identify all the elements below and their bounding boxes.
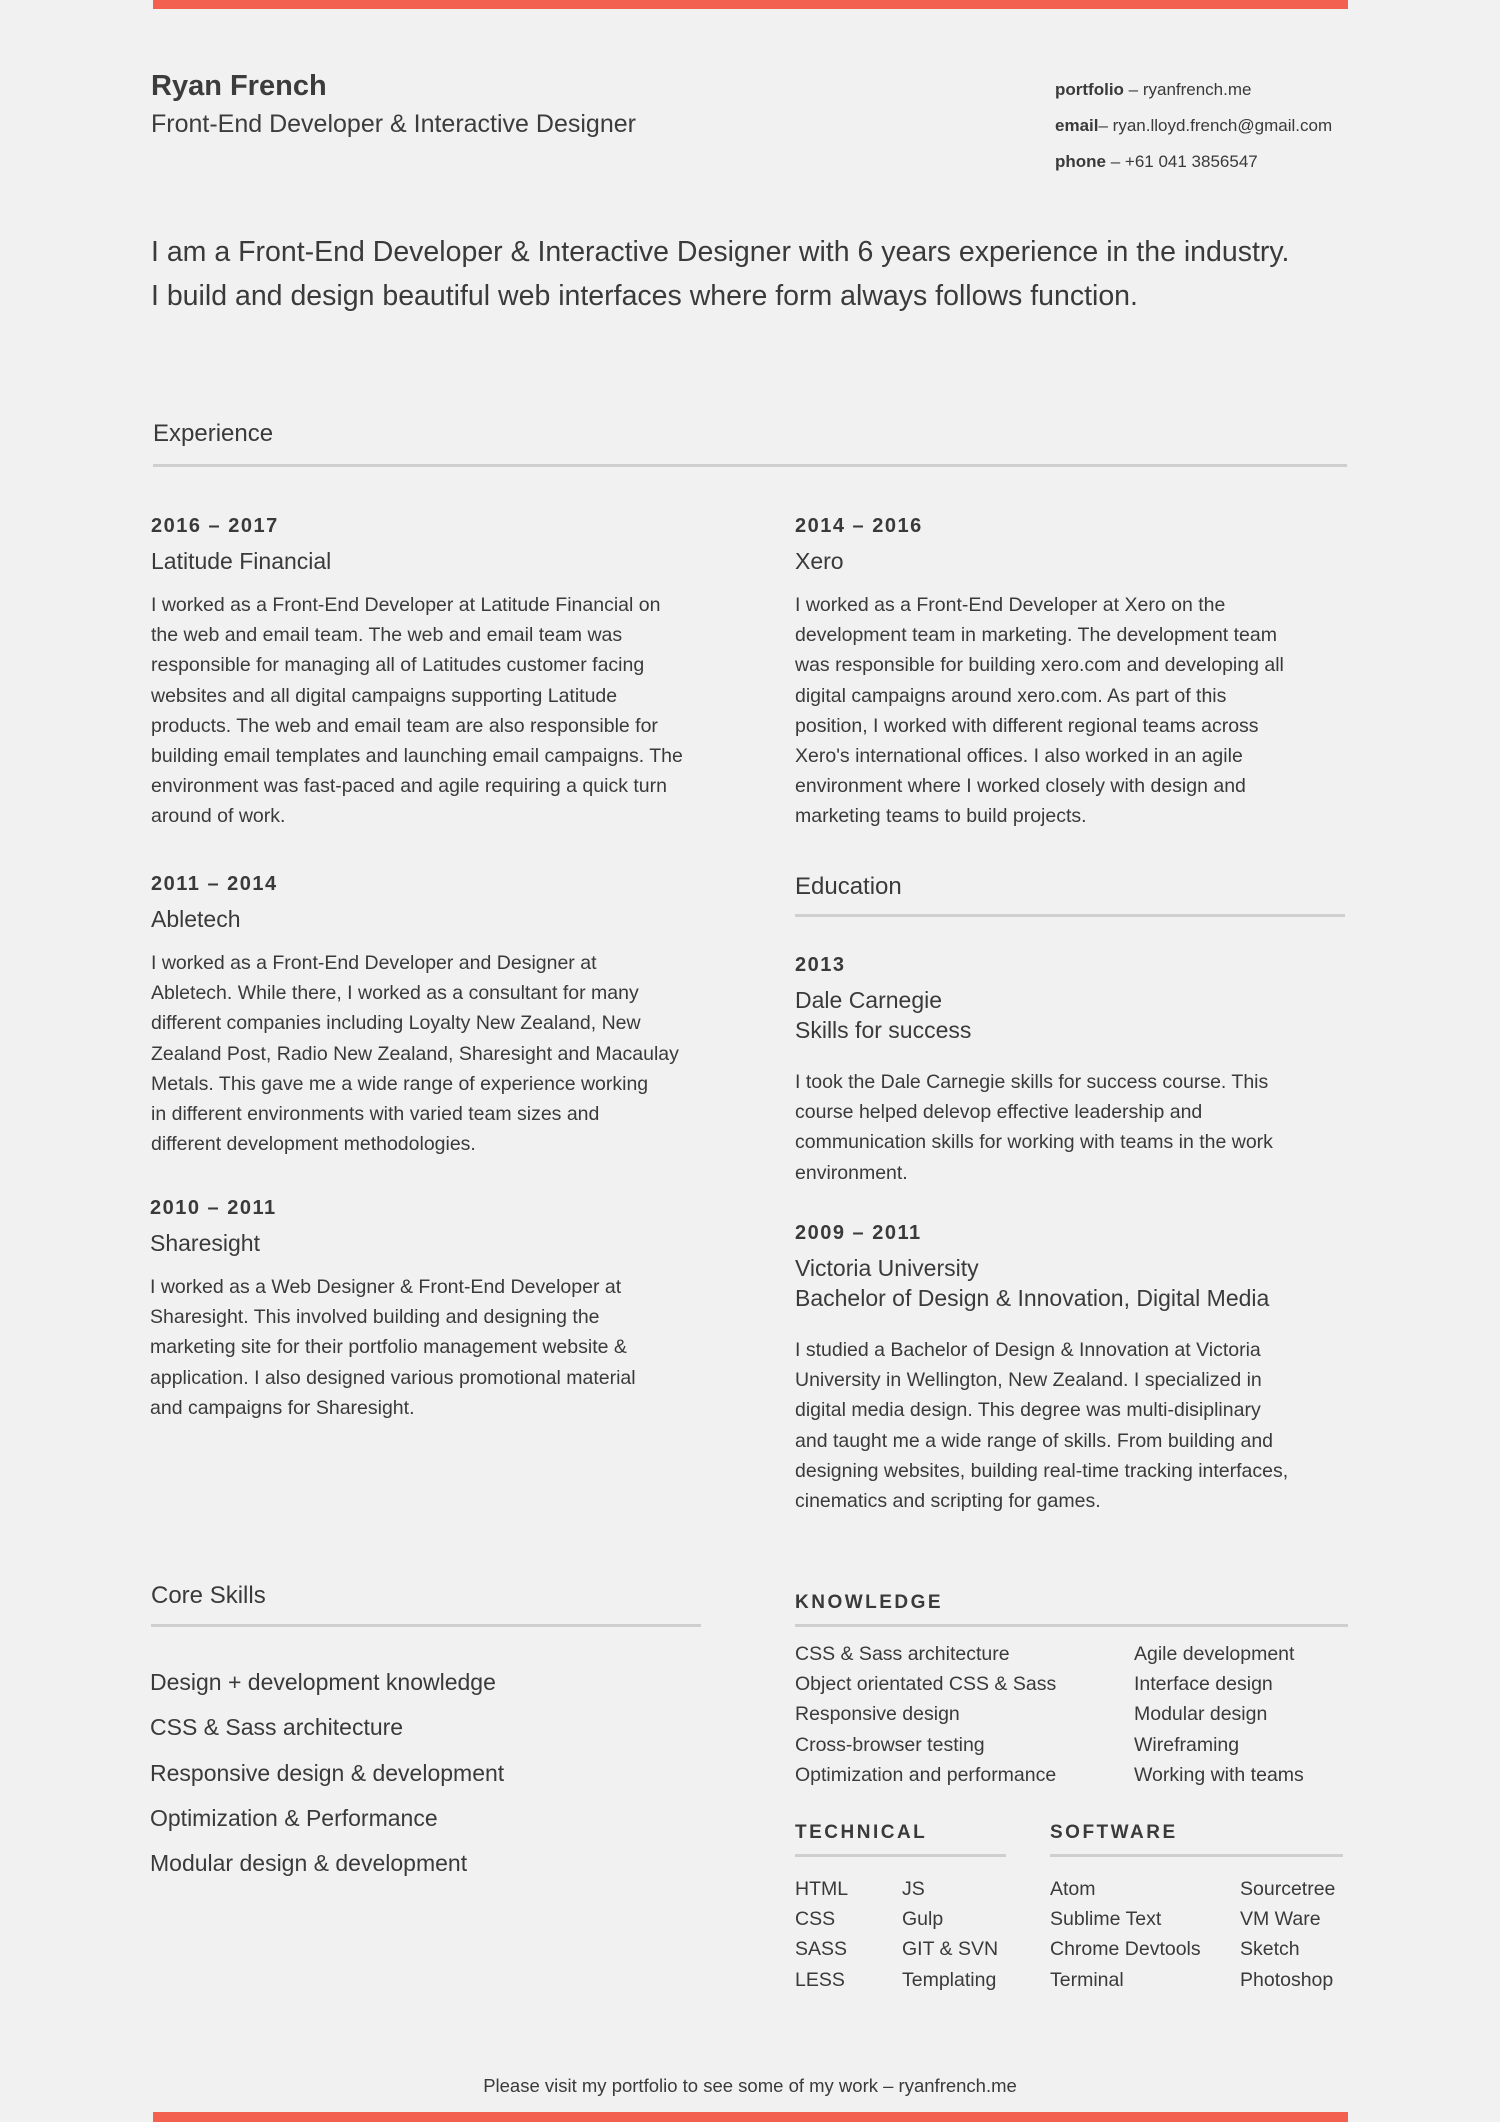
experience-entry [795, 515, 1395, 832]
contact-email-value: – ryan.lloyd.french@gmail.com [1098, 116, 1333, 135]
technical-item: CSS [795, 1908, 836, 1931]
software-item: Terminal [1050, 1968, 1124, 1991]
experience-entry [150, 1197, 750, 1423]
desc-line: communication skills for working with teams in the work [795, 1131, 1273, 1154]
desc-line: I studied a Bachelor of Design & Innovation at Victoria [795, 1339, 1261, 1361]
desc-line: I worked as a Front-End Developer and Designer at [151, 952, 597, 974]
desc-line: environment was fast-paced and agile requiring a quick turn [151, 775, 667, 798]
education-divider [795, 914, 1345, 917]
desc-line: development team in marketing. The development team [795, 624, 1277, 647]
entry-date: 2010 – 2011 [150, 1197, 277, 1219]
knowledge-item: Agile development [1134, 1643, 1295, 1665]
intro-line: I build and design beautiful web interfaces where form always follows function. [151, 280, 1138, 312]
desc-line: I worked as a Web Designer & Front-End Developer at [150, 1276, 622, 1298]
knowledge-item: Optimization and performance [795, 1763, 1057, 1786]
knowledge-item: CSS & Sass architecture [795, 1643, 1010, 1665]
technical-item: HTML [795, 1878, 849, 1900]
knowledge-item: Modular design [1134, 1703, 1268, 1726]
contact-portfolio-label: portfolio [1055, 80, 1124, 99]
education-entry [795, 1222, 1395, 1516]
desc-line: different companies including Loyalty New Zealand, New [151, 1012, 641, 1035]
top-accent-bar [153, 0, 1348, 9]
software-item: Photoshop [1240, 1968, 1334, 1991]
entry-date: 2009 – 2011 [795, 1222, 922, 1244]
desc-line: was responsible for building xero.com and developing all [795, 654, 1284, 677]
entry-date: 2016 – 2017 [151, 515, 279, 537]
technical-title: TECHNICAL [795, 1822, 928, 1843]
desc-line: I worked as a Front-End Developer at Latitude Financial on [151, 594, 661, 616]
desc-line: Zealand Post, Radio New Zealand, Sharesight and Macaulay [151, 1042, 679, 1065]
desc-line: I worked as a Front-End Developer at Xero on the [795, 594, 1226, 616]
contact-phone-value: – +61 041 3856547 [1106, 152, 1258, 171]
footer-note: Please visit my portfolio to see some of my work – ryanfrench.me [483, 2075, 1017, 2096]
experience-divider [153, 464, 1347, 467]
software-item: Sketch [1240, 1938, 1300, 1961]
contact-portfolio[interactable] [1055, 72, 1332, 108]
entry-description [795, 590, 1395, 832]
software-item: Chrome Devtools [1050, 1938, 1201, 1961]
software-item: Sublime Text [1050, 1908, 1162, 1931]
desc-line: digital media design. This degree was multi-disiplinary [795, 1399, 1261, 1422]
technical-divider [795, 1854, 1006, 1857]
technical-item: Templating [902, 1968, 997, 1991]
technical-item: Gulp [902, 1908, 944, 1931]
intro-line: I am a Front-End Developer & Interactive Designer with 6 years experience in the industry. [151, 236, 1290, 268]
entry-date: 2011 – 2014 [151, 873, 278, 895]
technical-item: SASS [795, 1938, 848, 1961]
desc-line: Metals. This gave me a wide range of experience working [151, 1072, 649, 1095]
education-entry [795, 954, 1395, 1188]
core-skills-list [150, 1660, 504, 1886]
technical-item: LESS [795, 1968, 845, 1991]
desc-line: cinematics and scripting for games. [795, 1490, 1101, 1513]
entry-description [150, 1272, 750, 1423]
contact-phone [1055, 144, 1332, 180]
knowledge-item: Wireframing [1134, 1733, 1240, 1756]
intro-statement [151, 230, 1401, 318]
knowledge-item: Responsive design [795, 1703, 960, 1726]
contact-email[interactable] [1055, 108, 1332, 144]
desc-line: Sharesight. This involved building and designing the [150, 1306, 600, 1329]
technical-list-col1 [795, 1874, 848, 1995]
desc-line: environment. [795, 1161, 908, 1184]
software-item: Atom [1050, 1878, 1096, 1900]
knowledge-list-col1 [795, 1639, 1056, 1790]
entry-subtitle: Bachelor of Design & Innovation, Digital Media [795, 1285, 1270, 1311]
core-skill-item: Responsive design & development [150, 1759, 505, 1786]
contact-email-label: email [1055, 116, 1099, 135]
entry-org: Xero [795, 548, 844, 574]
desc-line: position, I worked with different regional teams across [795, 714, 1259, 737]
technical-item: JS [902, 1878, 925, 1900]
core-skill-item: Design + development knowledge [150, 1669, 496, 1695]
core-skills-title: Core Skills [151, 1582, 266, 1609]
entry-org: Sharesight [150, 1230, 260, 1256]
knowledge-item: Cross-browser testing [795, 1733, 985, 1756]
entry-org: Dale Carnegie [795, 987, 943, 1013]
entry-date: 2013 [795, 954, 846, 976]
entry-org: Abletech [151, 906, 241, 932]
contact-portfolio-value: – ryanfrench.me [1123, 80, 1252, 99]
knowledge-item: Object orientated CSS & Sass [795, 1673, 1057, 1696]
desc-line: marketing site for their portfolio management website & [150, 1336, 627, 1359]
contact-phone-label: phone [1055, 152, 1106, 171]
desc-line: in different environments with varied team sizes and [151, 1103, 600, 1126]
desc-line: building email templates and launching email campaigns. The [151, 745, 683, 768]
desc-line: course helped delevop effective leadership and [795, 1101, 1203, 1124]
software-list-col2 [1240, 1874, 1335, 1995]
software-item: VM Ware [1240, 1908, 1321, 1931]
technical-list-col2 [902, 1874, 998, 1995]
bottom-accent-bar [153, 2112, 1348, 2122]
software-divider [1050, 1854, 1343, 1857]
core-skill-item: Optimization & Performance [150, 1804, 438, 1831]
entry-description [795, 1335, 1395, 1516]
contact-block [1055, 72, 1332, 180]
desc-line: digital campaigns around xero.com. As part of this [795, 684, 1227, 707]
desc-line: the web and email team. The web and email team was [151, 624, 623, 647]
desc-line: different development methodologies. [151, 1133, 476, 1156]
desc-line: Xero's international offices. I also worked in an agile [795, 745, 1243, 768]
desc-line: designing websites, building real-time tracking interfaces, [795, 1459, 1289, 1482]
entry-description [795, 1067, 1395, 1188]
desc-line: websites and all digital campaigns supporting Latitude [151, 684, 618, 707]
desc-line: Abletech. While there, I worked as a consultant for many [151, 982, 639, 1005]
desc-line: application. I also designed various promotional material [150, 1366, 636, 1389]
entry-date: 2014 – 2016 [795, 515, 923, 537]
desc-line: around of work. [151, 805, 286, 828]
core-skill-item: CSS & Sass architecture [150, 1714, 404, 1741]
desc-line: products. The web and email team are also responsible for [151, 714, 658, 737]
core-skills-divider [151, 1624, 701, 1627]
software-list-col1 [1050, 1874, 1201, 1995]
knowledge-list-col2 [1134, 1639, 1304, 1790]
core-skill-item: Modular design & development [150, 1850, 468, 1877]
knowledge-divider [795, 1624, 1348, 1627]
experience-entry [151, 873, 751, 1159]
desc-line: I took the Dale Carnegie skills for success course. This [795, 1071, 1269, 1093]
desc-line: and campaigns for Sharesight. [150, 1396, 415, 1419]
knowledge-item: Working with teams [1134, 1763, 1304, 1786]
desc-line: responsible for managing all of Latitudes customer facing [151, 654, 645, 677]
resume-name: Ryan French [151, 70, 327, 102]
software-item: Sourcetree [1240, 1878, 1336, 1900]
entry-subtitle: Skills for success [795, 1017, 972, 1043]
desc-line: University in Wellington, New Zealand. I specialized in [795, 1369, 1262, 1392]
entry-org: Latitude Financial [151, 548, 332, 574]
entry-org: Victoria University [795, 1255, 979, 1281]
knowledge-item: Interface design [1134, 1673, 1273, 1696]
entry-description [151, 590, 751, 832]
experience-entry [151, 515, 751, 832]
desc-line: environment where I worked closely with design and [795, 775, 1246, 798]
software-title: SOFTWARE [1050, 1822, 1178, 1843]
entry-description [151, 948, 751, 1159]
desc-line: and taught me a wide range of skills. From building and [795, 1429, 1274, 1452]
experience-title: Experience [153, 420, 274, 447]
education-title: Education [795, 873, 902, 900]
technical-item: GIT & SVN [902, 1938, 999, 1961]
knowledge-title: KNOWLEDGE [795, 1592, 944, 1613]
desc-line: marketing teams to build projects. [795, 805, 1087, 828]
resume-role: Front-End Developer & Interactive Designer [151, 110, 636, 138]
